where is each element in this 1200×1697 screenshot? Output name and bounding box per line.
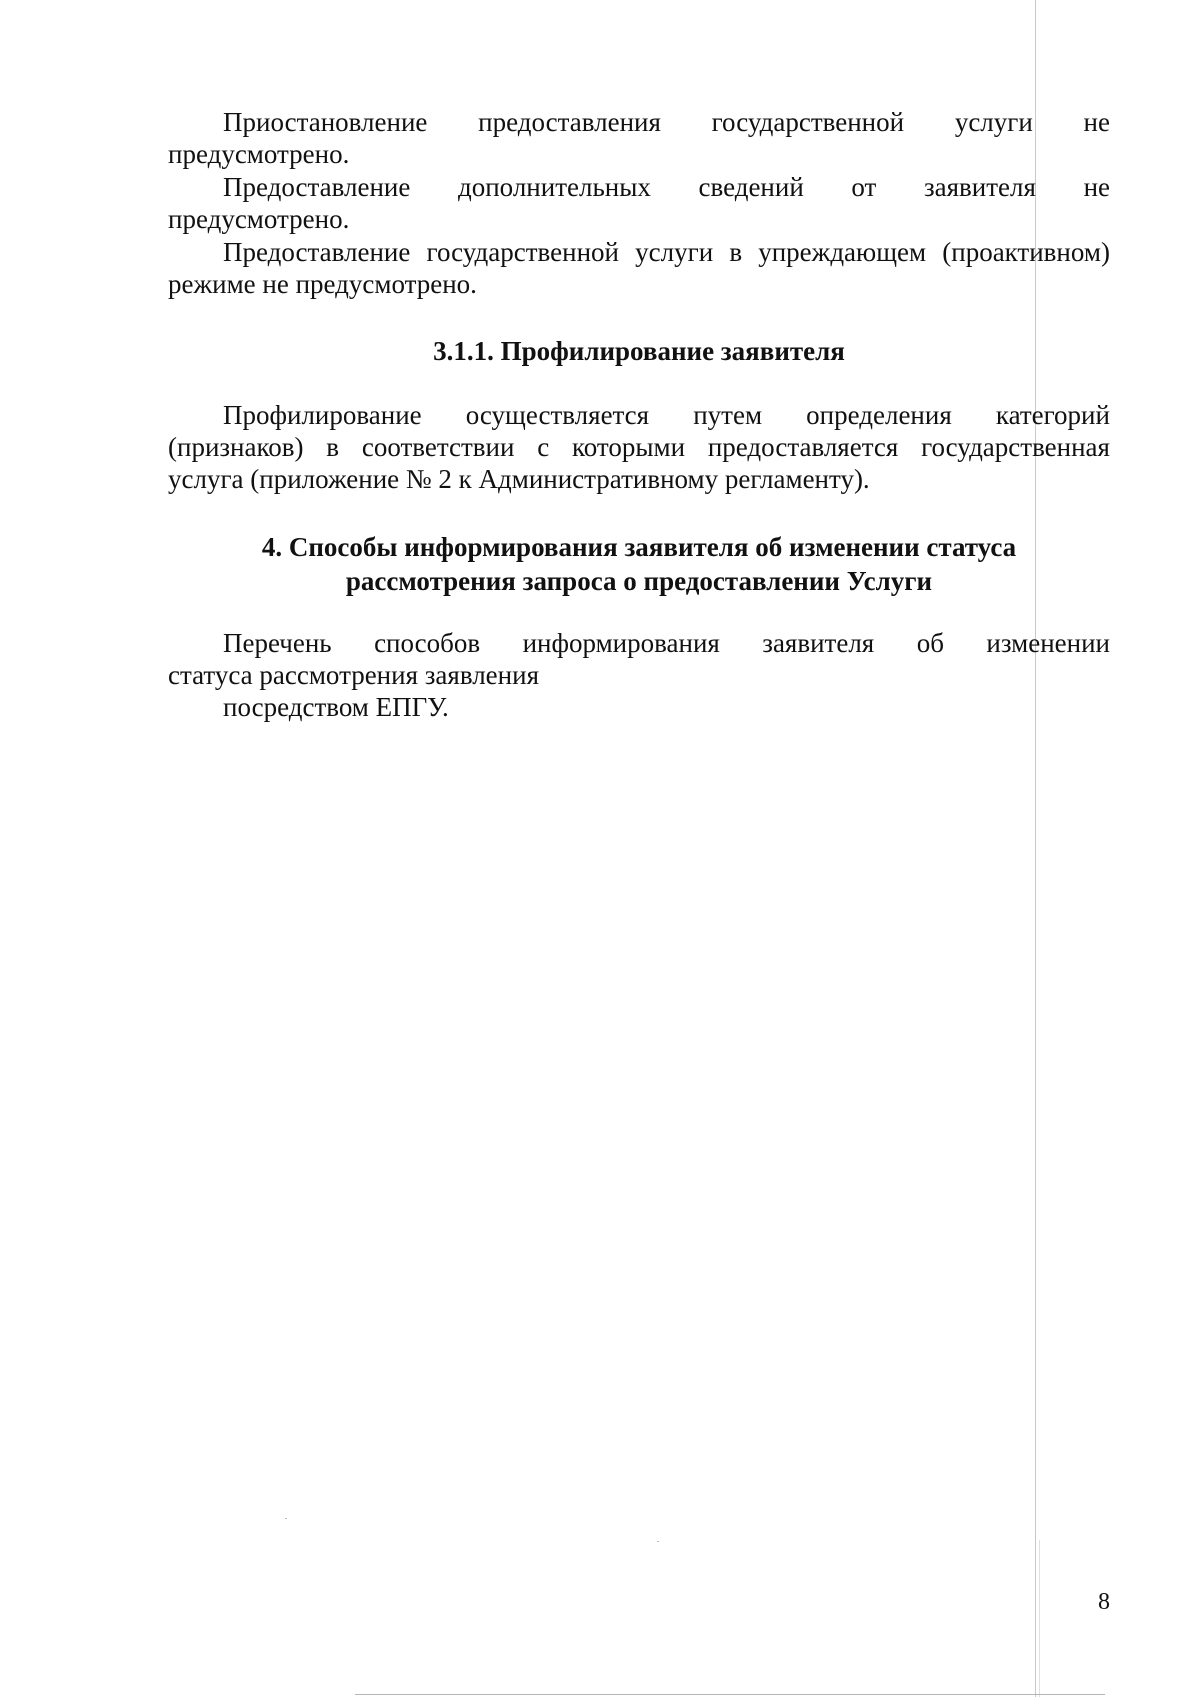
- word: услуги: [954, 107, 1033, 137]
- word: услуги: [635, 237, 714, 267]
- word: путем: [693, 400, 763, 430]
- word: государственная: [921, 432, 1110, 462]
- paragraph-line: [168, 236, 1110, 268]
- word: (признаков): [168, 432, 304, 462]
- scan-fold-line-secondary: [1039, 1540, 1040, 1697]
- paragraph-line: статуса рассмотрения заявления: [168, 660, 539, 690]
- paragraph-suspension: [168, 106, 1110, 170]
- paragraph-line: услуга (приложение № 2 к Административному регламенту).: [168, 464, 870, 494]
- paragraph-line: [168, 106, 1110, 138]
- word: предоставляется: [707, 432, 899, 462]
- paragraph-line: режиме не предусмотрено.: [168, 269, 477, 299]
- heading-line: 4. Способы информирования заявителя об изменении статуса: [261, 532, 1017, 562]
- word: сведений: [698, 172, 804, 202]
- word: государственной: [711, 107, 905, 137]
- word: (проактивном): [942, 237, 1110, 267]
- word: с: [537, 432, 550, 462]
- scan-speck: [657, 1541, 659, 1542]
- word: заявителя: [762, 628, 875, 658]
- paragraph-line: посредством ЕПГУ.: [223, 692, 449, 722]
- word: соответствии: [361, 432, 515, 462]
- word: осуществляется: [465, 400, 650, 430]
- word: Профилирование: [223, 400, 422, 430]
- word: об: [916, 628, 944, 658]
- word: упреждающем: [758, 237, 927, 267]
- paragraph-notification-methods: [168, 627, 1110, 723]
- paragraph-additional-info: [168, 171, 1110, 235]
- word: Приостановление: [223, 107, 428, 137]
- word: в: [326, 432, 340, 462]
- word: изменении: [986, 628, 1110, 658]
- section-heading-3-1-1: 3.1.1. Профилирование заявителя: [433, 336, 845, 366]
- heading-line: рассмотрения запроса о предоставлении Услуги: [345, 566, 933, 596]
- paragraph-proactive-mode: [168, 236, 1110, 300]
- word: не: [1083, 172, 1110, 202]
- word: заявителя: [923, 172, 1036, 202]
- word: которыми: [572, 432, 686, 462]
- page-number: 8: [1098, 1589, 1110, 1615]
- word: не: [1083, 107, 1110, 137]
- word: категорий: [995, 400, 1110, 430]
- paragraph-line: предусмотрено.: [168, 204, 350, 234]
- word: в: [729, 237, 743, 267]
- paragraph-line: [168, 171, 1110, 203]
- paragraph-line: [168, 627, 1110, 659]
- paragraph-line: [168, 399, 1110, 431]
- word: определения: [806, 400, 952, 430]
- scan-speck: [285, 1518, 287, 1519]
- word: Перечень: [223, 628, 332, 658]
- word: Предоставление: [223, 237, 411, 267]
- paragraph-line: предусмотрено.: [168, 139, 350, 169]
- section-heading-4: [168, 530, 1110, 598]
- word: дополнительных: [458, 172, 651, 202]
- word: предоставления: [478, 107, 661, 137]
- scan-bottom-edge: [355, 1694, 1105, 1695]
- word: информирования: [522, 628, 720, 658]
- word: от: [851, 172, 877, 202]
- paragraph-profiling: [168, 399, 1110, 495]
- word: способов: [374, 628, 481, 658]
- word: Предоставление: [223, 172, 411, 202]
- word: государственной: [426, 237, 619, 267]
- paragraph-line: [168, 431, 1110, 463]
